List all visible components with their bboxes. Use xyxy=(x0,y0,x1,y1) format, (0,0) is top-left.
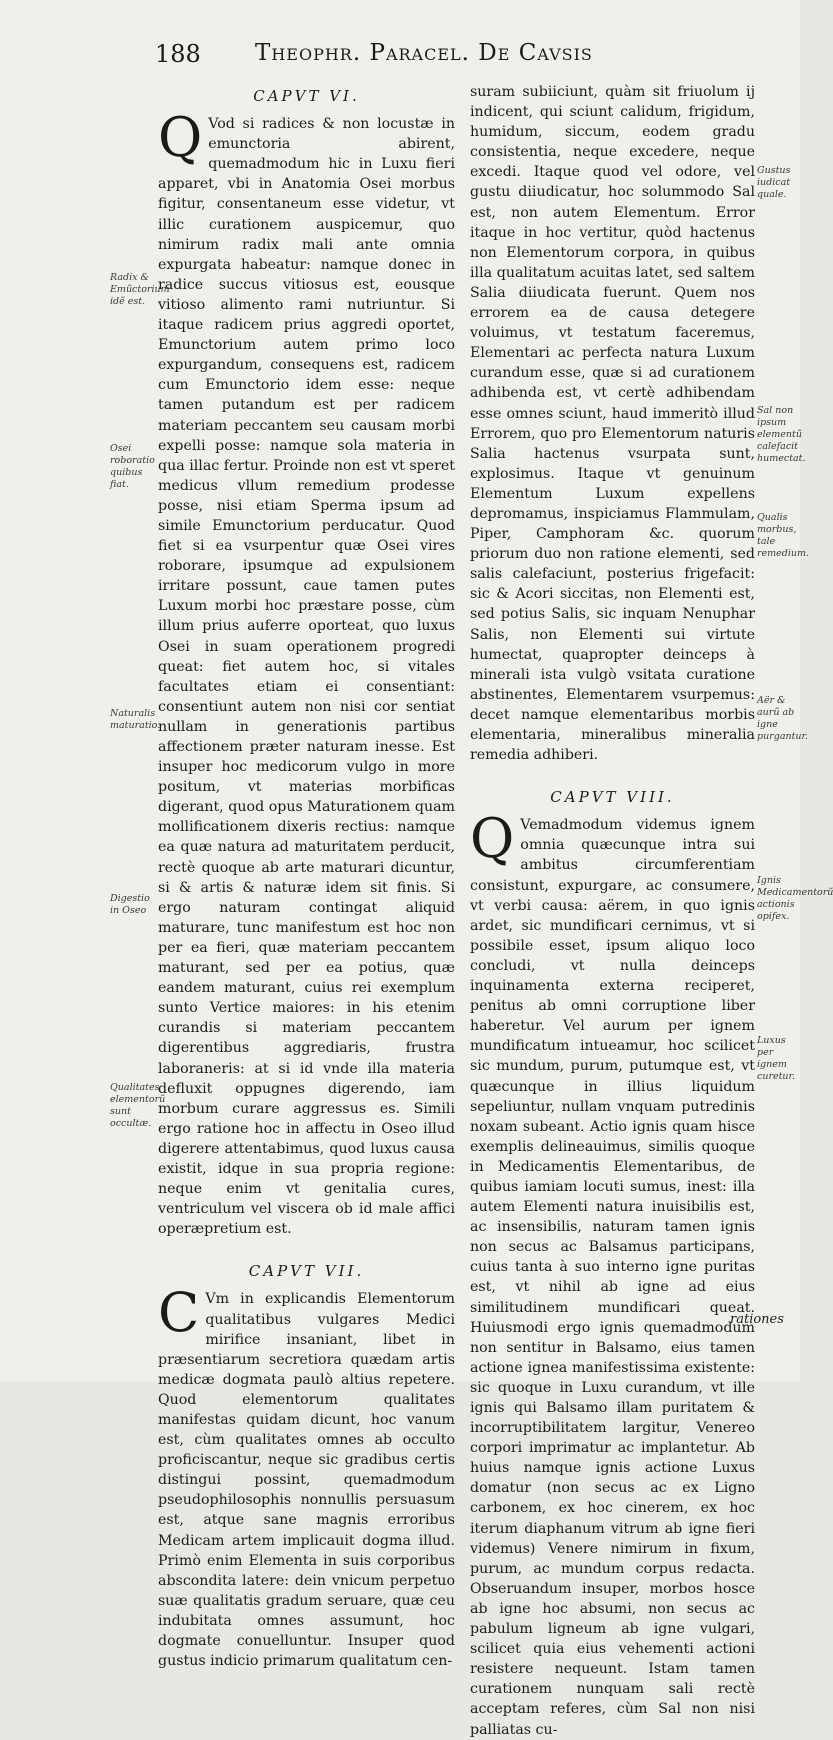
margin-note-right: Sal non ipsum elementũ calefacit humectat. xyxy=(757,405,806,464)
left-column xyxy=(158,82,455,1671)
margin-note-right: Gustus iudicat quale. xyxy=(757,165,791,200)
chapter-7-text: Vm in explicandis Elementorum qualitatibus vulgares Medici mirifice insaniant, libet in præsentiarum secretiora quædam artis medicæ dogmata paulò altius repetere. Quod elementorum qualitates manifestas quidam dicunt, hoc vanum est, cùm qualitates omnes ab occulto proficiscantur, neque sic gradibus certis distingui possint, quemadmodum pseudophilosophis nonnullis persuasum est, atque sane magnis erroribus Medicam artem implicauit dogma illud. Primò enim Elementa in suis corporibus abscondita latere: dein vnicum perpetuo suæ qualitatis gradum seruare, quæ ceu indubitata omnes assumunt, hoc dogmate conuelluntur. Insuper quod gustus indicio primarum qualitatum cen- xyxy=(158,1291,455,1670)
chapter-6-text: Vod si radices & non locustæ in emunctoria abirent, quemadmodum hic in Luxu fieri apparet, vbi in Anatomia Osei morbus figitur, consentaneum esse videtur, vt illic curationem auspicemur, quo nimirum radix mali ante omnia expurgata habeatur: namque donec in radice succus vitiosus est, eousque vitioso alimento rami nutriuntur. Si itaque radicem prius aggredi oportet, Emunctorium autem primo loco expurgandum, consequens est, radicem cum Emunctorio idem esse: neque tamen putandum est per radicem materiam peccantem seu causam morbi expelli posse: namque sola materia in qua illac fertur. Proinde non est vt speret medicus vllum remedium prodesse posse, nisi etiam Sperma ipsum ad simile Emunctorium perducatur. Quod fiet si ea vsurpentur quæ Osei vires roborare, ipsumque ad expulsionem irritare possunt, caue tamen putes Luxum morbi hoc præstare posse, cùm illum prius auferre oporteat, quo luxus Osei in suam operationem progredi queat: fiet autem hoc, si vitales facultates etiam ei consentiant: consentiunt autem non nisi cor sentiat nullam in generationis partibus affectionem præter naturam inesse. Est insuper hoc medicorum vulgo in more positum, vt materias morbificas digerant, quod opus Maturationem quam mollificationem dixeris rectius: namque ea quæ natura ad maturitatem perducit, rectè quoque ab arte maturari dicuntur, si & artis & naturæ idem sit finis. Si ergo naturam contingat aliquid maturare, tunc manifestum est hoc non per ea fieri, quæ materiam peccantem maturant, sed per ea potius, quæ eandem maturant, cuius rei exemplum sunto Vertice maiores: in his etenim curandis si materiam peccantem digerentibus aggrediaris, frustra laboraneris: at si id vnde illa materia defluxit oppugnes digerendo, iam morbum curare aggressus es. Simili ergo ratione hoc in affectu in Oseo illud digerere attentabimus, quod luxus causa existit, idque in sua propria regione: neque enim vt genitalia cures, ventriculum vel viscera ob id male affici operæpretium est. xyxy=(158,116,455,1238)
margin-note-left: Digestio in Oseo xyxy=(110,893,150,916)
chapter-6-body xyxy=(158,106,455,1239)
chapter-6-title: CAPVT VI. xyxy=(253,87,360,105)
chapter-8-title: CAPVT VIII. xyxy=(550,788,675,807)
margin-note-left: Osei roboratio quibus fiat. xyxy=(110,443,155,490)
margin-note-right: Ignis Medicamentorũ actionis opifex. xyxy=(757,875,833,922)
page-header xyxy=(155,40,795,80)
chapter-8-dropcap: Q xyxy=(470,807,515,871)
chapter-8-text: Vemadmodum videmus ignem omnia quæcunque intra sui ambitus circumferentiam consistunt, expurgare, ac consumere, vt verbi causa: aërem, in quo ignis ardet, sic mundificari cernimus, vt si possibile esset, ipsum aliquo loco concludi, vt nulla deinceps inquinamenta externa reciperet, penitus ab omni corruptione liber haberetur. Vel aurum per ignem mundificatum intueamur, hoc scilicet sic mundum, purum, putumque est, vt quæcunque in illius liquidum sepeliuntur, nullam vnquam putredinis noxam subeant. Actio ignis quam hisce exemplis delineauimus, similis quoque in Medicamentis Elementaribus, de quibus iamiam locuti sumus, inest: illa autem Elementi natura inuisibilis est, ac insensibilis, naturam tamen ignis non secus ac Balsamus participans, cuius tanta à suo interno igne puritas est, vt nihil ab igne ad eius similitudinem mundificari queat. Huiusmodi ergo ignis quemadmodum non sentitur in Balsamo, eius tamen actione ignea manifestissima existente: sic quoque in Luxu curandum, vt ille ignis qui Balsamo illam puritatem & incorruptibilitatem largitur, Venereo corpori imprimatur ac implantetur. Ab huius namque ignis actione Luxus domatur (non secus ac ex Ligno carbonem, ex hoc cinerem, ex hoc iterum diaphanum vitrum ab igne fieri videmus) Venere nimirum in fixum, purum, ac mundum corpus redacta. Obseruandum insuper, morbos hosce ab igne hoc absumi, non secus ac pabulum ligneum ab igne vulgari, scilicet quia eius vehementi actioni resistere nequeunt. Istam tamen curationem nunquam sali rectè acceptam referes, cùm Sal non nisi palliatas cu- xyxy=(470,817,755,1738)
catchword: rationes xyxy=(730,1312,784,1327)
margin-note-right: Aër & aurũ ab igne purgantur. xyxy=(757,695,809,742)
chapter-6-dropcap: Q xyxy=(158,106,203,170)
margin-note-left: Naturalis maturatio. xyxy=(110,708,161,731)
right-column xyxy=(470,82,755,1740)
running-head: Theophr. Paracel. De Cavsis xyxy=(255,40,593,66)
chapter-7-dropcap: C xyxy=(158,1281,200,1345)
page-number: 188 xyxy=(155,40,201,68)
chapter-7-body xyxy=(158,1281,455,1671)
chapter-8-body xyxy=(470,807,755,1739)
chapter-7-continued: suram subiiciunt, quàm sit friuolum ij indicent, qui sciunt calidum, frigidum, humidum, siccum, eodem gradu consistentia, neque excedere, neque excedi. Itaque quod vel odore, vel gustu diiudicatur, hoc solummodo Sal est, non autem Elementum. Error itaque in hoc vertitur, quòd hactenus non Elementorum corpora, in quibus illa qualitatum acuitas latet, sed saltem Salia diiudicata fuerunt. Quem nos errorem ea de causa detegere voluimus, vt testatum faceremus, Elementari ac perfecta natura Luxum curandum esse, quæ si ad curationem adhibenda est, vt certè adhibendam esse omnes sciunt, haud immeritò illud Errorem, quo pro Elementorum naturis Salia hactenus vsurpata sunt, explosimus. Itaque vt genuinum Elementum Luxum expellens depromamus, inspiciamus Flammulam, Piper, Camphoram &c. quorum priorum duo non ratione elementi, sed salis calefaciunt, posterius frigefacit: sic & Acori siccitas, non Elementi est, sed potius Salis, sic inquam Nenuphar Salis, non Elementi sui virtute humectat, quapropter deinceps à minerali ista vulgò vsitata curatione abstinentes, Elementarem vsurpemus: decet namque elementaribus morbis elementaria, mineralibus mineralia remedia adhiberi. xyxy=(470,84,755,764)
margin-note-left: Qualitates elementorũ sunt occultæ. xyxy=(110,1082,166,1129)
margin-note-right: Qualis morbus, tale remedium. xyxy=(757,512,810,559)
margin-note-right: Luxus per ignem curetur. xyxy=(757,1035,796,1082)
chapter-7-title: CAPVT VII. xyxy=(248,1262,365,1281)
margin-note-left: Radix & Emũctorium idẽ est. xyxy=(110,272,170,307)
